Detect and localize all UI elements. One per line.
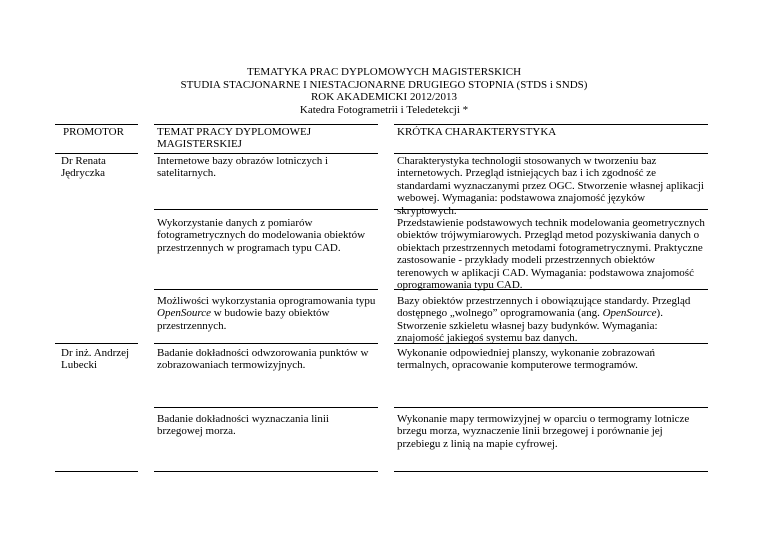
table-rule-top-col2 <box>154 124 378 125</box>
document-header <box>0 66 768 116</box>
row1-description: Charakterystyka technologii stosowanych w tworzeniu baz internetowych. Przegląd istniejących baz i ich zgodność ze standardami wyznaczanymi przez OGC. Stworzenie własnej aplikacji webowej. Wymagania: podstawowa znajomość języków skryptowych. <box>397 155 704 217</box>
table-rule-row3-col1 <box>55 343 138 344</box>
table-rule-bottom-col2 <box>154 471 378 472</box>
table-rule-row3-col2 <box>154 343 378 344</box>
header-department: Katedra Fotogrametrii i Teledetekcji * <box>299 103 469 116</box>
row3-description: Bazy obiektów przestrzennych i obowiązujące standardy. Przegląd dostępnego „wolnego” oprogramowania (ang. OpenSource). Stworzenie szkieletu własnej bazy budynków. Wymagania: znajomość jakiegoś systemu baz danych. <box>397 295 691 345</box>
table-rule-bottom-col3 <box>394 471 708 472</box>
table-rule-header-col1 <box>55 153 138 154</box>
column-header-promotor: PROMOTOR <box>63 126 124 138</box>
table-rule-top-col3 <box>394 124 708 125</box>
row5-description: Wykonanie mapy termowizyjnej w oparciu o termogramy lotnicze brzegu morza, wyznaczenie linii brzegowej i porównanie jej przebiegu z linią na mapie cyfrowej. <box>397 413 690 450</box>
table-rule-row1-col2 <box>154 209 378 210</box>
row2-description: Przedstawienie podstawowych technik modelowania geometrycznych obiektów trójwymiarowych. Przegląd metod pozyskiwania danych o obiektach przestrzennych metodami fotogrametrycznymi. Praktyczne zastosowanie - przykłady modeli przestrzennych obiektów terenowych w aplikacji CAD. Wymagania: podstawowa znajomość oprogramowania typu CAD. <box>397 217 705 292</box>
table-rule-header-col3 <box>394 153 708 154</box>
header-academic-year: ROK AKADEMICKI 2012/2013 <box>310 91 458 103</box>
table-rule-bottom-col1 <box>55 471 138 472</box>
column-header-description: KRÓTKA CHARAKTERYSTYKA <box>397 126 557 138</box>
table-rule-row4-col3 <box>394 407 708 408</box>
row1-topic: Internetowe bazy obrazów lotniczych i satelitarnych. <box>157 155 329 180</box>
header-title: TEMATYKA PRAC DYPLOMOWYCH MAGISTERSKICH <box>246 66 522 78</box>
row4-promotor: Dr inż. Andrzej Lubecki <box>61 347 130 372</box>
row4-description: Wykonanie odpowiedniej planszy, wykonanie zobrazowań termalnych, opracowanie komputerowe termogramów. <box>397 347 655 372</box>
table-rule-row2-col2 <box>154 289 378 290</box>
row5-topic: Badanie dokładności wyznaczania linii brzegowej morza. <box>157 413 329 438</box>
row3-topic: Możliwości wykorzystania oprogramowania typu OpenSource w budowie bazy obiektów przestrzennych. <box>157 295 376 332</box>
row2-topic: Wykorzystanie danych z pomiarów fotogrametrycznych do modelowania obiektów przestrzennych w programach typu CAD. <box>157 217 366 254</box>
table-rule-row4-col2 <box>154 407 378 408</box>
column-header-topic: TEMAT PRACY DYPLOMOWEJ MAGISTERSKIEJ <box>157 126 312 151</box>
table-rule-header-col2 <box>154 153 378 154</box>
row4-topic: Badanie dokładności odwzorowania punktów w zobrazowaniach termowizyjnych. <box>157 347 369 372</box>
row1-promotor: Dr Renata Jędryczka <box>61 155 106 180</box>
table-rule-top-col1 <box>55 124 138 125</box>
header-subtitle: STUDIA STACJONARNE I NIESTACJONARNE DRUGIEGO STOPNIA (STDS i SNDS) <box>180 78 588 91</box>
